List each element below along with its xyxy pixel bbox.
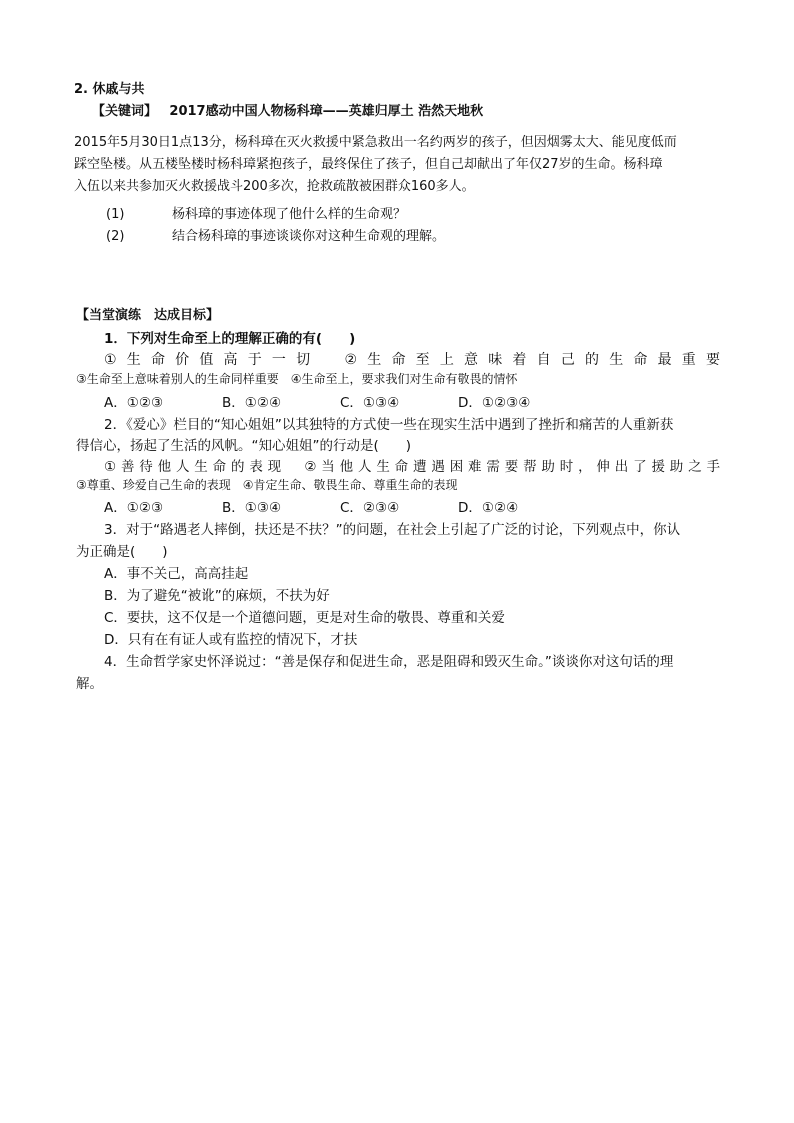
q3-option-b: B．为了避免“被讹”的麻烦，不扶为好 — [104, 588, 330, 604]
q4-stem-2: 解。 — [76, 676, 103, 692]
q2-option-d: D．①②④ — [458, 500, 519, 516]
q3-stem-2: 为正确是( ) — [76, 544, 168, 560]
keyword-line — [92, 100, 483, 119]
q1-option-c: C．①③④ — [340, 395, 400, 411]
q2-stem-1: 2．《爱心》栏目的“知心姐姐”以其独特的方式使一些在现实生活中遇到了挫折和痛苦的人重新获 — [104, 417, 674, 433]
q3-option-c: C．要扶，这不仅是一个道德问题，更是对生命的敬畏、尊重和关爱 — [104, 610, 505, 626]
q3-stem-1: 3．对于“路遇老人摔倒，扶还是不扶？”的问题，在社会上引起了广泛的讨论，下列观点中，你认 — [104, 522, 681, 538]
q1-option-b: B．①②④ — [222, 395, 282, 411]
q2-line-3: ①善待他人生命的表现 ②当他人生命遭遇困难需要帮助时，伸出了援助之手 — [104, 459, 720, 475]
question-2 — [106, 225, 445, 244]
q3-option-d: D．只有在有证人或有监控的情况下，才扶 — [104, 632, 358, 648]
question-1-number: (1) — [106, 207, 125, 222]
q1-option-a: A．①②③ — [104, 395, 164, 411]
question-2-number: (2) — [106, 229, 125, 244]
section-heading: 2. 休戚与共 — [74, 82, 145, 97]
q2-option-a: A．①②③ — [104, 500, 164, 516]
q2-option-b: B．①③④ — [222, 500, 282, 516]
question-1-text: 杨科璋的事迹体现了他什么样的生命观？ — [172, 207, 407, 222]
story-line-1: 2015年5月30日1点13分，杨科璋在灭火救援中紧急救出一名约两岁的孩子，但因烟雾太大、能见度低而 — [74, 135, 677, 150]
practice-heading: 【当堂演练 达成目标】 — [76, 308, 220, 323]
story-line-2: 踩空坠楼。从五楼坠楼时杨科璋紧抱孩子，最终保住了孩子，但自己却献出了年仅27岁的生命。杨科璋 — [74, 157, 663, 172]
q2-line-4: ③尊重、珍爱自己生命的表现 ④肯定生命、敬畏生命、尊重生命的表现 — [76, 478, 458, 492]
q4-stem-1: 4．生命哲学家史怀泽说过：“善是保存和促进生命，恶是阻碍和毁灭生命。”谈谈你对这句话的理 — [104, 654, 674, 670]
keyword-text: 2017感动中国人物杨科璋——英雄归厚土 浩然天地秋 — [169, 104, 484, 119]
q2-option-c: C．②③④ — [340, 500, 400, 516]
q1-line-3: ③生命至上意味着别人的生命同样重要 ④生命至上，要求我们对生命有敬畏的情怀 — [76, 372, 518, 386]
keyword-label: 【关键词】 — [92, 104, 158, 119]
q1-option-d: D．①②③④ — [458, 395, 531, 411]
story-line-3: 入伍以来共参加灭火救援战斗200多次，抢救疏散被困群众160多人。 — [74, 179, 475, 194]
q3-option-a: A．事不关己，高高挂起 — [104, 566, 249, 582]
question-2-text: 结合杨科璋的事迹谈谈你对这种生命观的理解。 — [172, 229, 446, 244]
q1-stem: 1．下列对生命至上的理解正确的有( ) — [104, 331, 356, 347]
q1-line-2: ①生命价值高于一切 ②生命至上意味着自己的生命最重要 — [104, 352, 720, 368]
question-1 — [106, 203, 406, 222]
q2-stem-2: 得信心，扬起了生活的风帆。“知心姐姐”的行动是( ) — [76, 438, 412, 454]
